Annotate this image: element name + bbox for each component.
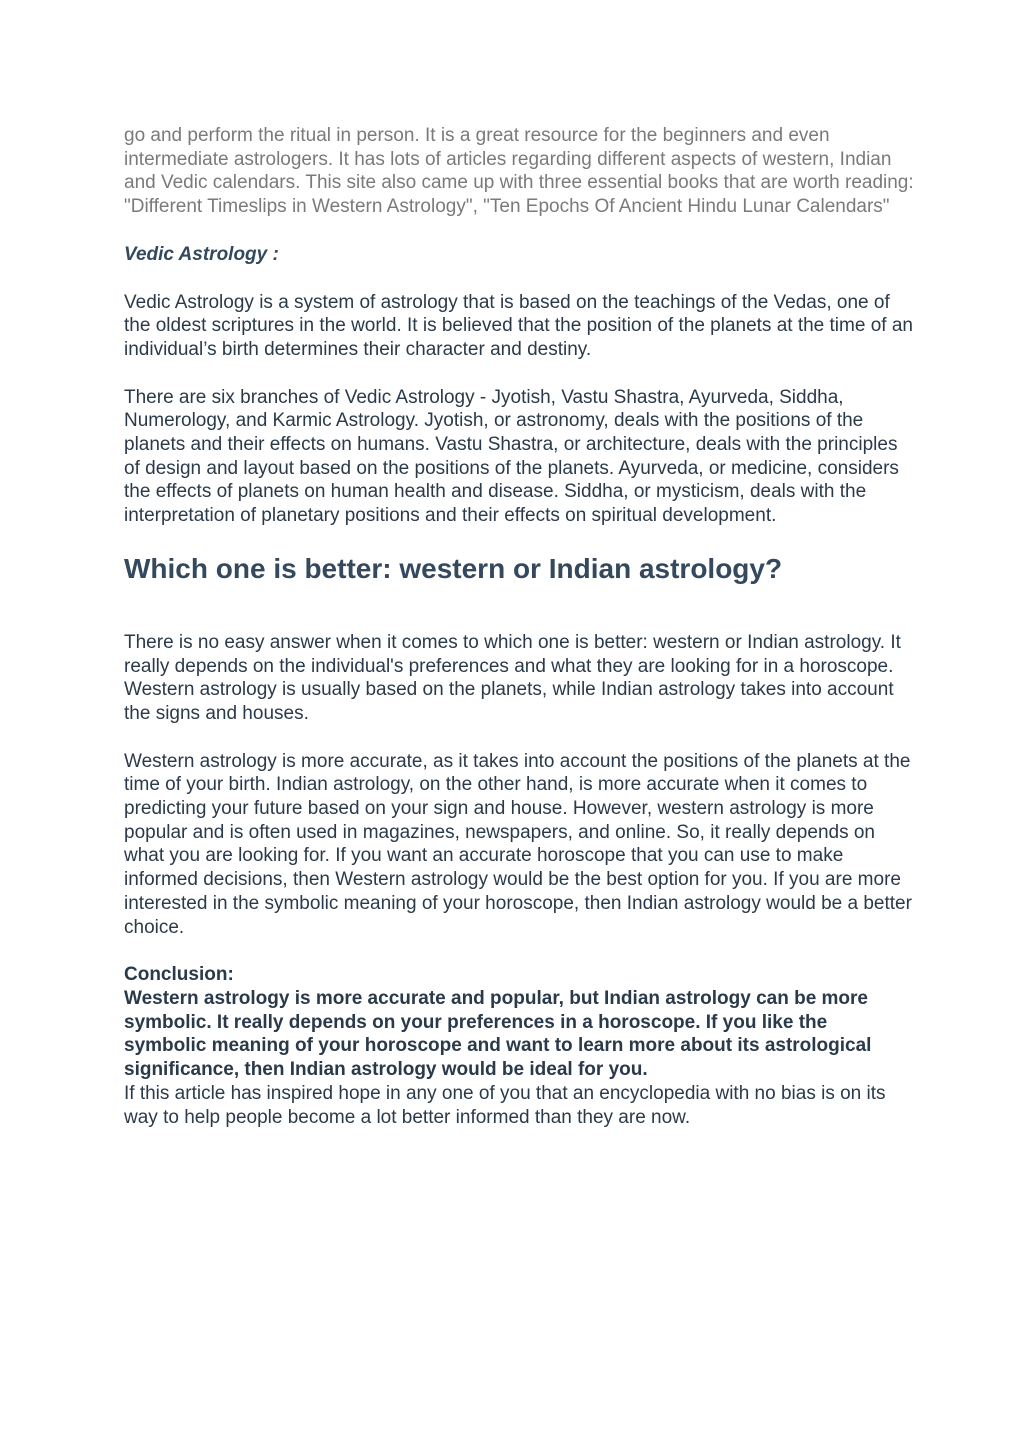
vedic-paragraph-1: Vedic Astrology is a system of astrology that is based on the teachings of the Vedas, one of the oldest scriptures in the world. It is believed that the position of the planets at the time of an individual’s birth determines their character and destiny. [124, 291, 913, 360]
intro-paragraph: go and perform the ritual in person. It is a great resource for the beginners and even intermediate astrologers. It has lots of articles regarding different aspects of western, Indian and Vedic calendars. This site also came up with three essential books that are worth reading: "Different Timeslips in Western Astrology", "Ten Epochs Of Ancient Hindu Lunar Calendars" [124, 125, 914, 218]
conclusion-label: Conclusion: [124, 964, 234, 986]
vedic-astrology-heading: Vedic Astrology : [124, 243, 279, 265]
vedic-paragraph-2: There are six branches of Vedic Astrology - Jyotish, Vastu Shastra, Ayurveda, Siddha, Numerology, and Karmic Astrology. Jyotish, or astronomy, deals with the positions of the planets and their effects on humans. Vastu Shastra, or architecture, deals with the principles of design and layout based on the positions of the planets. Ayurveda, or medicine, considers the effects of planets on human health and disease. Siddha, or mysticism, deals with the interpretation of planetary positions and their effects on spiritual development. [124, 386, 899, 527]
compare-paragraph-2: Western astrology is more accurate, as it takes into account the positions of the planets at the time of your birth. Indian astrology, on the other hand, is more accurate when it comes to predicting your future based on your sign and house. However, western astrology is more popular and is often used in magazines, newspapers, and online. So, it really depends on what you are looking for. If you want an accurate horoscope that you can use to make informed decisions, then Western astrology would be the best option for you. If you are more interested in the symbolic meaning of your horoscope, then Indian astrology would be a better choice. [124, 750, 912, 938]
conclusion-text: Western astrology is more accurate and popular, but Indian astrology can be more symbolic. It really depends on your preferences in a horoscope. If you like the symbolic meaning of your horoscope and want to learn more about its astrological significance, then Indian astrology would be ideal for you. [124, 987, 872, 1081]
document-page [124, 124, 914, 1129]
section-heading: Which one is better: western or Indian astrology? [124, 552, 783, 584]
closing-paragraph: If this article has inspired hope in any one of you that an encyclopedia with no bias is on its way to help people become a lot better informed than they are now. [124, 1082, 886, 1128]
compare-paragraph-1: There is no easy answer when it comes to which one is better: western or Indian astrology. It really depends on the individual's preferences and what they are looking for in a horoscope. Western astrology is usually based on the planets, while Indian astrology takes into account the signs and houses. [124, 631, 901, 724]
